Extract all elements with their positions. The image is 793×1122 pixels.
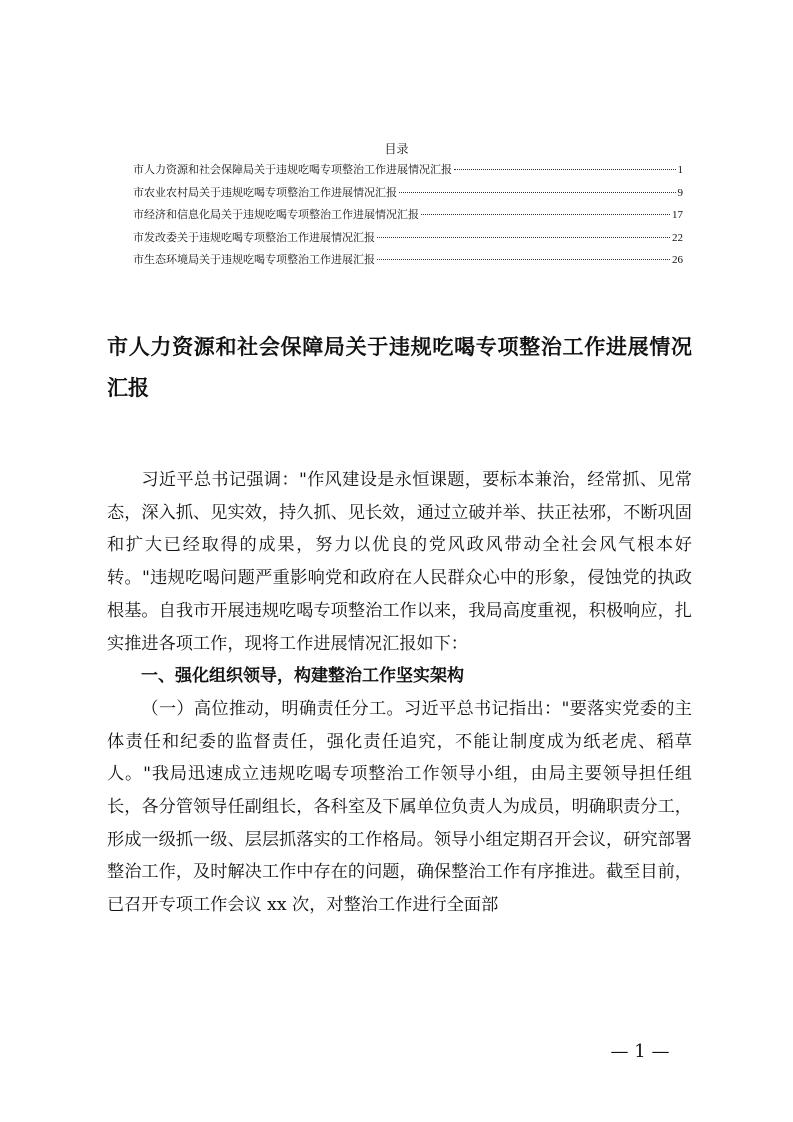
toc-item-text: 市农业农村局关于违规吃喝专项整治工作进展情况汇报 — [133, 185, 397, 199]
toc-dot-leader — [421, 214, 670, 215]
toc-dot-leader — [377, 259, 670, 260]
subsection-paragraph — [107, 693, 692, 922]
subsection-heading: （一）高位推动，明确责任分工。 — [141, 698, 404, 719]
toc-item[interactable] — [133, 230, 683, 253]
toc-item-text: 市发改委关于违规吃喝专项整治工作进展情况汇报 — [133, 230, 375, 244]
page-number: — 1 — — [610, 1041, 670, 1062]
document-body — [107, 464, 692, 922]
intro-paragraph: 习近平总书记强调："作风建设是永恒课题，要标本兼治，经常抓、见常态，深入抓、见实效，持久抓、见长效，通过立破并举、扶正祛邪，不断巩固和扩大已经取得的成果，努力以优良的党风政风带动全社会风气根本好转。"违规吃喝问题严重影响党和政府在人民群众心中的形象，侵蚀党的执政根基。自我市开展违规吃喝专项整治工作以来，我局高度重视，积极响应，扎实推进各项工作，现将工作进展情况汇报如下： — [107, 470, 692, 654]
toc-item[interactable] — [133, 162, 683, 185]
toc-item-page: 9 — [677, 186, 683, 199]
toc-item-page: 26 — [672, 254, 683, 266]
toc-item[interactable] — [133, 252, 683, 275]
toc-item-text: 市生态环境局关于违规吃喝专项整治工作进展汇报 — [133, 253, 375, 266]
toc-dot-leader — [454, 169, 676, 170]
toc-title: 目录 — [384, 142, 409, 156]
toc-item-page: 1 — [677, 164, 683, 176]
toc-item[interactable] — [133, 185, 683, 208]
toc-dot-leader — [399, 192, 676, 193]
toc-item-page: 22 — [672, 231, 683, 244]
table-of-contents — [133, 162, 683, 275]
section-heading: 一、强化组织领导，构建整治工作坚实架构 — [141, 666, 464, 687]
document-title: 市人力资源和社会保障局关于违规吃喝专项整治工作进展情况汇报 — [107, 335, 692, 400]
toc-item-text: 市经济和信息化局关于违规吃喝专项整治工作进展情况汇报 — [133, 208, 419, 221]
toc-dot-leader — [377, 237, 670, 238]
toc-item-page: 17 — [672, 209, 683, 221]
toc-item-text: 市人力资源和社会保障局关于违规吃喝专项整治工作进展情况汇报 — [133, 163, 452, 176]
subsection-text: 习近平总书记指出："要落实党委的主体责任和纪委的监督责任，强化责任追究，不能让制度成为纸老虎、稻草人。"我局迅速成立违规吃喝专项整治工作领导小组，由局主要领导担任组长，各分管领导任副组长，各科室及下属单位负责人为成员，明确职责分工，形成一级抓一级、层层抓落实的工作格局。领导小组定期召开会议，研究部署整治工作，及时解决工作中存在的问题，确保整治工作有序推进。截至目前，已召开专项工作会议 xx 次，对整治工作进行全面部 — [107, 698, 692, 916]
toc-item[interactable] — [133, 207, 683, 230]
